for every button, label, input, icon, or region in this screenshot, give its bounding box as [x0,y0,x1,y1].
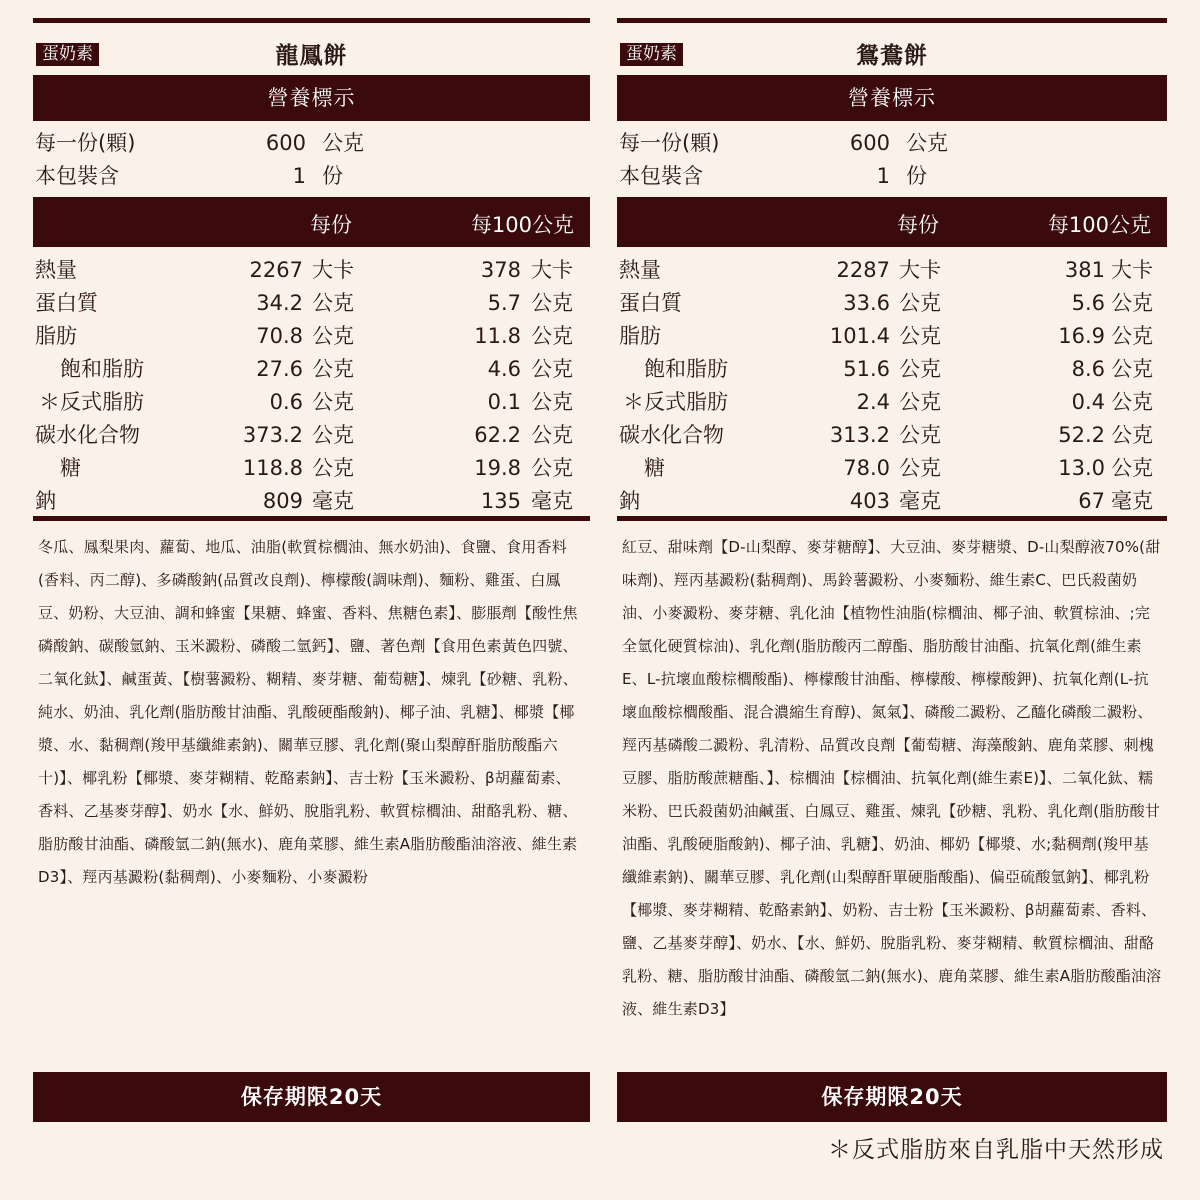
per-serving-value: 27.6 [256,357,303,381]
nutrient-label: 脂肪 [35,324,77,348]
per-serving-value: 403 [849,489,890,513]
per-100g-value: 0.4 [1071,390,1105,414]
col-per-serving: 每份 [310,213,352,237]
unit: 公克 [531,456,573,480]
serving-size-label: 每一份(顆) [619,131,720,155]
nutrient-row [617,419,1167,452]
column-header [617,197,1167,247]
shelf-life-banner: 保存期限20天 [33,1072,590,1122]
col-per-serving: 每份 [897,213,939,237]
nutrient-row [617,287,1167,320]
per-serving-value: 2.4 [856,390,890,414]
nutrient-row [33,419,590,452]
servings-label: 本包裝含 [35,164,119,188]
unit: 毫克 [312,489,354,513]
nutrient-row [33,452,590,485]
serving-size-unit: 公克 [322,131,364,155]
nutrient-table [33,247,590,516]
per-serving-value: 373.2 [242,423,303,447]
left-panel [33,18,590,894]
nutrient-label: 碳水化合物 [35,423,140,447]
unit: 大卡 [899,258,941,282]
unit: 公克 [312,324,354,348]
unit: 公克 [899,390,941,414]
unit: 公克 [1111,357,1153,381]
ingredients-text: 冬瓜、鳳梨果肉、蘿蔔、地瓜、油脂(軟質棕櫚油、無水奶油)、食鹽、食用香料(香料、丙二醇)、多磷酸鈉(品質改良劑)、檸檬酸(調味劑)、麵粉、雞蛋、白鳳豆、奶粉、大豆油、調和蜂蜜【果糖、蜂蜜、香料、焦糖色素】、膨脹劑【酸性焦磷酸鈉、碳酸氫鈉、玉米澱粉、磷酸二氫鈣】、鹽、著色劑【食用色素黃色四號、二氧化鈦】、鹹蛋黃、【樹薯澱粉、糊精、麥芽糖、葡萄糖】、煉乳【砂糖、乳粉、純水、奶油、乳化劑(脂肪酸甘油酯、乳酸硬酯酸鈉)、椰子油、乳糖】、椰漿【椰漿、水、黏稠劑(羧甲基纖維素鈉)、關華豆膠、乳化劑(聚山梨醇酐脂肪酸酯六十)】、椰乳粉【椰漿、麥芽糊精、乾酪素鈉】、吉士粉【玉米澱粉、β胡蘿蔔素、香料、乙基麥芽醇】、奶水【水、鮮奶、脫脂乳粉、軟質棕櫚油、甜酪乳粉、糖、脂肪酸甘油酯、磷酸氫二鈉(無水)、鹿角菜膠、維生素A脂肪酸酯油溶液、維生素D3】、羥丙基澱粉(黏稠劑)、小麥麵粉、小麥澱粉 [38,538,578,886]
per-100g-value: 19.8 [474,456,521,480]
nutrient-row [33,320,590,353]
nutrient-label: 飽和脂肪 [60,357,144,381]
unit: 公克 [899,324,941,348]
nutrient-label: 熱量 [619,258,661,282]
nutrient-row [33,353,590,386]
nutrition-title: 營養標示 [617,75,1167,121]
nutrient-label: ＊反式脂肪 [623,390,728,414]
per-serving-value: 78.0 [843,456,890,480]
nutrient-row [617,485,1167,518]
nutrient-label: 碳水化合物 [619,423,724,447]
unit: 公克 [312,357,354,381]
per-100g-value: 378 [480,258,521,282]
col-per-100g: 每100公克 [1047,213,1151,237]
per-100g-value: 8.6 [1071,357,1105,381]
product-name: 龍鳳餅 [275,43,348,69]
unit: 公克 [899,291,941,315]
serving-info [617,121,1167,197]
per-100g-value: 381 [1064,258,1105,282]
serving-size-label: 每一份(顆) [35,131,136,155]
per-100g-value: 62.2 [474,423,521,447]
nutrition-title: 營養標示 [33,75,590,121]
per-serving-value: 118.8 [242,456,303,480]
servings-value: 1 [292,164,306,188]
nutrient-row [617,320,1167,353]
per-100g-value: 13.0 [1058,456,1105,480]
unit: 公克 [1111,291,1153,315]
per-serving-value: 101.4 [829,324,890,348]
right-panel [617,18,1167,1026]
product-header [617,23,1167,75]
unit: 毫克 [899,489,941,513]
serving-info [33,121,590,197]
per-serving-value: 70.8 [256,324,303,348]
unit: 公克 [531,357,573,381]
unit: 大卡 [531,258,573,282]
product-header [33,23,590,75]
per-serving-value: 34.2 [256,291,303,315]
column-header [33,197,590,247]
unit: 毫克 [531,489,573,513]
nutrient-label: 鈉 [619,489,640,513]
unit: 公克 [899,357,941,381]
servings-unit: 份 [906,164,927,188]
nutrient-row [33,254,590,287]
serving-size-value: 600 [849,131,890,155]
nutrient-label: 蛋白質 [35,291,98,315]
unit: 公克 [312,390,354,414]
per-100g-value: 4.6 [487,357,521,381]
nutrient-label: ＊反式脂肪 [39,390,144,414]
nutrient-label: 熱量 [35,258,77,282]
unit: 公克 [1111,324,1153,348]
unit: 大卡 [1111,258,1153,282]
nutrient-label: 鈉 [35,489,56,513]
unit: 公克 [1111,390,1153,414]
per-serving-value: 2267 [249,258,303,282]
per-serving-value: 51.6 [843,357,890,381]
unit: 公克 [1111,456,1153,480]
servings-value: 1 [876,164,890,188]
per-100g-value: 5.7 [487,291,521,315]
per-100g-value: 0.1 [487,390,521,414]
servings-label: 本包裝含 [619,164,703,188]
per-serving-value: 33.6 [843,291,890,315]
unit: 公克 [899,456,941,480]
nutrient-label: 糖 [60,456,81,480]
unit: 公克 [312,456,354,480]
unit: 公克 [312,423,354,447]
unit: 公克 [531,423,573,447]
unit: 大卡 [312,258,354,282]
product-name: 鴛鴦餅 [856,43,928,69]
per-100g-value: 135 [480,489,521,513]
per-serving-value: 313.2 [829,423,890,447]
per-serving-value: 2287 [836,258,890,282]
per-serving-value: 809 [262,489,303,513]
per-100g-value: 67 [1078,489,1105,513]
nutrient-label: 飽和脂肪 [644,357,728,381]
ingredients-text: 紅豆、甜味劑【D-山梨醇、麥芽糖醇】、大豆油、麥芽糖漿、D-山梨醇液70%(甜味劑)、羥丙基澱粉(黏稠劑)、馬鈴薯澱粉、小麥麵粉、維生素C、巴氏殺菌奶油、小麥澱粉、麥芽糖、乳化油【植物性油脂(棕櫚油、椰子油、軟質棕油、;完全氫化硬質棕油)、乳化劑(脂肪酸丙二醇酯、脂肪酸甘油酯、抗氧化劑(維生素E、L-抗壞血酸棕櫚酸酯)、檸檬酸甘油酯、檸檬酸、檸檬酸鉀)、抗氧化劑(L-抗壞血酸棕櫚酸酯、混合濃縮生育醇)、氮氣】、磷酸二澱粉、乙醯化磷酸二澱粉、羥丙基磷酸二澱粉、乳清粉、品質改良劑【葡萄糖、海藻酸鈉、鹿角菜膠、刺槐豆膠、脂肪酸蔗糖酯、】、棕櫚油【棕櫚油、抗氧化劑(維生素E)】、二氧化鈦、糯米粉、巴氏殺菌奶油鹹蛋、白鳳豆、雞蛋、煉乳【砂糖、乳粉、乳化劑(脂肪酸甘油酯、乳酸硬脂酸鈉)、椰子油、乳糖】、奶油、椰奶【椰漿、水;黏稠劑(羧甲基纖維素鈉)、關華豆膠、乳化劑(山梨醇酐單硬脂酸酯)、偏亞硫酸氫鈉】、椰乳粉【椰漿、麥芽糊精、乾酪素鈉】、奶粉、吉士粉【玉米澱粉、β胡蘿蔔素、香料、鹽、乙基麥芽醇】、奶水、【水、鮮奶、脫脂乳粉、麥芽糊精、軟質棕櫚油、甜酪乳粉、糖、脂肪酸甘油酯、磷酸氫二鈉(無水)、鹿角菜膠、維生素A脂肪酸酯油溶液、維生素D3】 [622,538,1162,1018]
nutrient-row [617,386,1167,419]
shelf-life-banner: 保存期限20天 [617,1072,1167,1122]
col-per-100g: 每100公克 [470,213,574,237]
servings-unit: 份 [322,164,343,188]
trans-fat-footnote: ＊反式脂肪來自乳脂中天然形成 [828,1137,1164,1163]
nutrient-row [617,353,1167,386]
per-100g-value: 16.9 [1058,324,1105,348]
unit: 公克 [531,390,573,414]
serving-size-value: 600 [265,131,306,155]
nutrient-label: 蛋白質 [619,291,682,315]
nutrient-table [617,247,1167,516]
unit: 公克 [899,423,941,447]
nutrient-row [33,485,590,518]
unit: 公克 [531,291,573,315]
nutrient-row [33,287,590,320]
diet-tag: 蛋奶素 [620,43,683,66]
diet-tag: 蛋奶素 [36,43,99,66]
serving-size-unit: 公克 [906,131,948,155]
per-100g-value: 11.8 [474,324,521,348]
unit: 毫克 [1111,489,1153,513]
per-100g-value: 52.2 [1058,423,1105,447]
nutrient-row [617,254,1167,287]
nutrient-label: 脂肪 [619,324,661,348]
per-100g-value: 5.6 [1071,291,1105,315]
unit: 公克 [531,324,573,348]
unit: 公克 [1111,423,1153,447]
per-serving-value: 0.6 [269,390,303,414]
unit: 公克 [312,291,354,315]
nutrient-row [617,452,1167,485]
nutrient-row [33,386,590,419]
nutrient-label: 糖 [644,456,665,480]
